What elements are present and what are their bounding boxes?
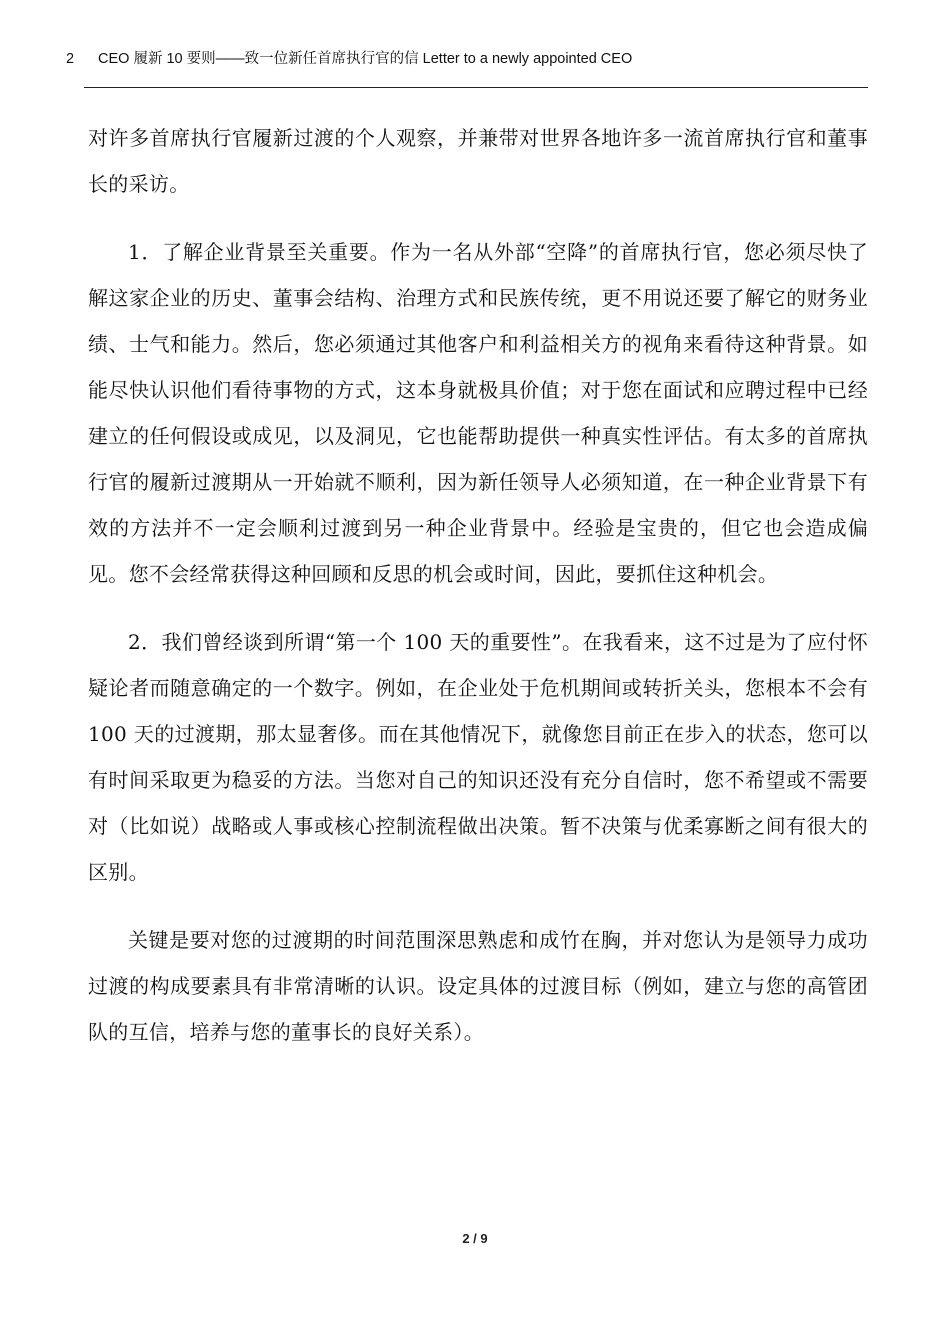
paragraph-intro-continued: 对许多首席执行官履新过渡的个人观察，并兼带对世界各地许多一流首席执行官和董事长的采访。 — [88, 126, 868, 196]
document-body — [88, 115, 868, 1077]
paragraph-key-point: 关键是要对您的过渡期的时间范围深思熟虑和成竹在胸，并对您认为是领导力成功过渡的构成要素具有非常清晰的认识。设定具体的过渡目标（例如，建立与您的高管团队的互信，培养与您的董事长的良好关系）。 — [88, 928, 868, 1044]
page-header — [66, 46, 866, 72]
header-title: CEO 履新 10 要则——致一位新任首席执行官的信 Letter to a newly appointed CEO — [98, 51, 633, 67]
page-footer-pagination: 2 / 9 — [462, 1231, 488, 1246]
header-divider — [84, 87, 868, 88]
paragraph-point-2: 2．我们曾经谈到所谓“第一个 100 天的重要性”。在我看来，这不过是为了应付怀疑论者而随意确定的一个数字。例如，在企业处于危机期间或转折关头，您根本不会有 100 天的过渡期，那太显奢侈。而在其他情况下，就像您目前正在步入的状态，您可以有时间采取更为稳妥的方法。当您对自己的知识还没有充分自信时，您不希望或不需要对（比如说）战略或人事或核心控制流程做出决策。暂不决策与优柔寡断之间有很大的区别。 — [88, 630, 868, 884]
paragraph-point-1: 1．了解企业背景至关重要。作为一名从外部“空降”的首席执行官，您必须尽快了解这家企业的历史、董事会结构、治理方式和民族传统，更不用说还要了解它的财务业绩、士气和能力。然后，您必须通过其他客户和利益相关方的视角来看待这种背景。如能尽快认识他们看待事物的方式，这本身就极具价值；对于您在面试和应聘过程中已经建立的任何假设或成见，以及洞见，它也能帮助提供一种真实性评估。有太多的首席执行官的履新过渡期从一开始就不顺利，因为新任领导人必须知道，在一种企业背景下有效的方法并不一定会顺利过渡到另一种企业背景中。经验是宝贵的，但它也会造成偏见。您不会经常获得这种回顾和反思的机会或时间，因此，要抓住这种机会。 — [88, 240, 868, 586]
header-page-number: 2 — [66, 51, 75, 67]
